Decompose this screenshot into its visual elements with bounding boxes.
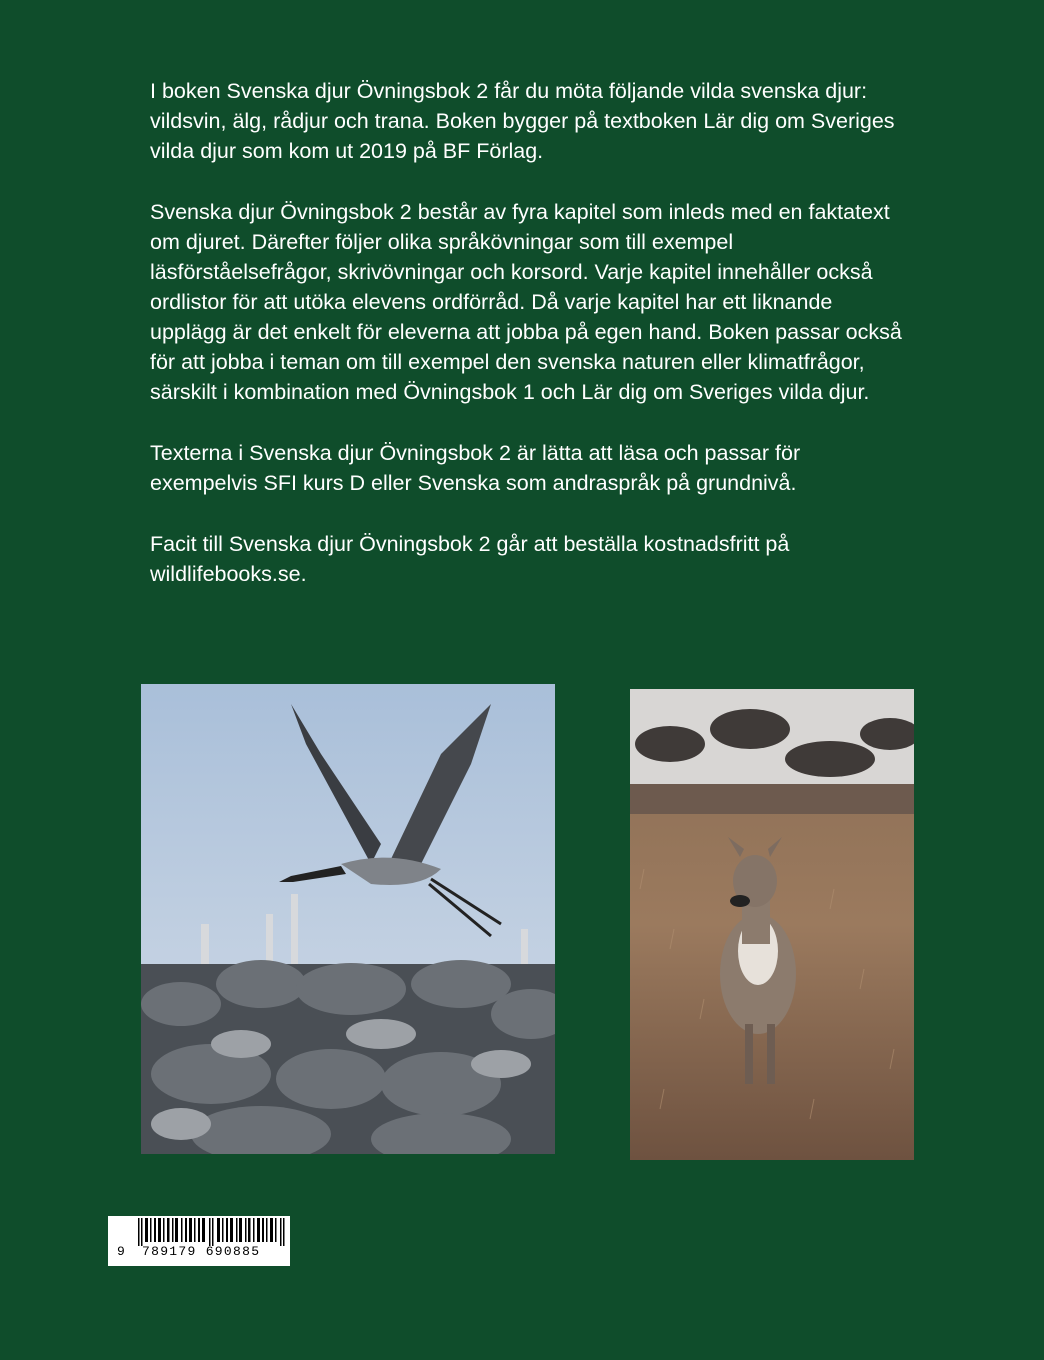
paragraph-audience: Texterna i Svenska djur Övningsbok 2 är lätta att läsa och passar för exempelvis SFI kurs D eller Svenska som andraspråk på grundnivå.	[150, 441, 801, 495]
paragraph-contents: Svenska djur Övningsbok 2 består av fyra kapitel som inleds med en faktatext om djuret. Därefter följer olika språkövningar som till exempel läsförståelsefrågor, skrivövningar och korsord. Varje kapitel innehåller också ordlistor för att utöka elevens ordförråd. Då varje kapitel har ett liknande upplägg är det enkelt för eleverna att jobba på egen hand. Boken passar också för att jobba i teman om till exempel den svenska naturen eller klimatfrågor, särskilt i kombination med Övningsbok 1 och Lär dig om Sveriges vilda djur.	[150, 200, 902, 404]
back-cover-description	[150, 76, 910, 620]
roe-deer-photo	[630, 689, 914, 1160]
paragraph-answer-key: Facit till Svenska djur Övningsbok 2 går att beställa kostnadsfritt på wildlifebooks.se.	[150, 532, 790, 586]
isbn-barcode	[108, 1216, 290, 1266]
paragraph-intro: I boken Svenska djur Övningsbok 2 får du möta följande vilda svenska djur: vildsvin, älg, rådjur och trana. Boken bygger på textboken Lär dig om Sveriges vilda djur som kom ut 2019 på BF Förlag.	[150, 79, 895, 163]
crane-photo	[141, 684, 555, 1154]
isbn-digits: 789179 690885	[142, 1244, 261, 1259]
isbn-first-digit: 9	[117, 1244, 125, 1259]
barcode-bars	[138, 1218, 288, 1246]
